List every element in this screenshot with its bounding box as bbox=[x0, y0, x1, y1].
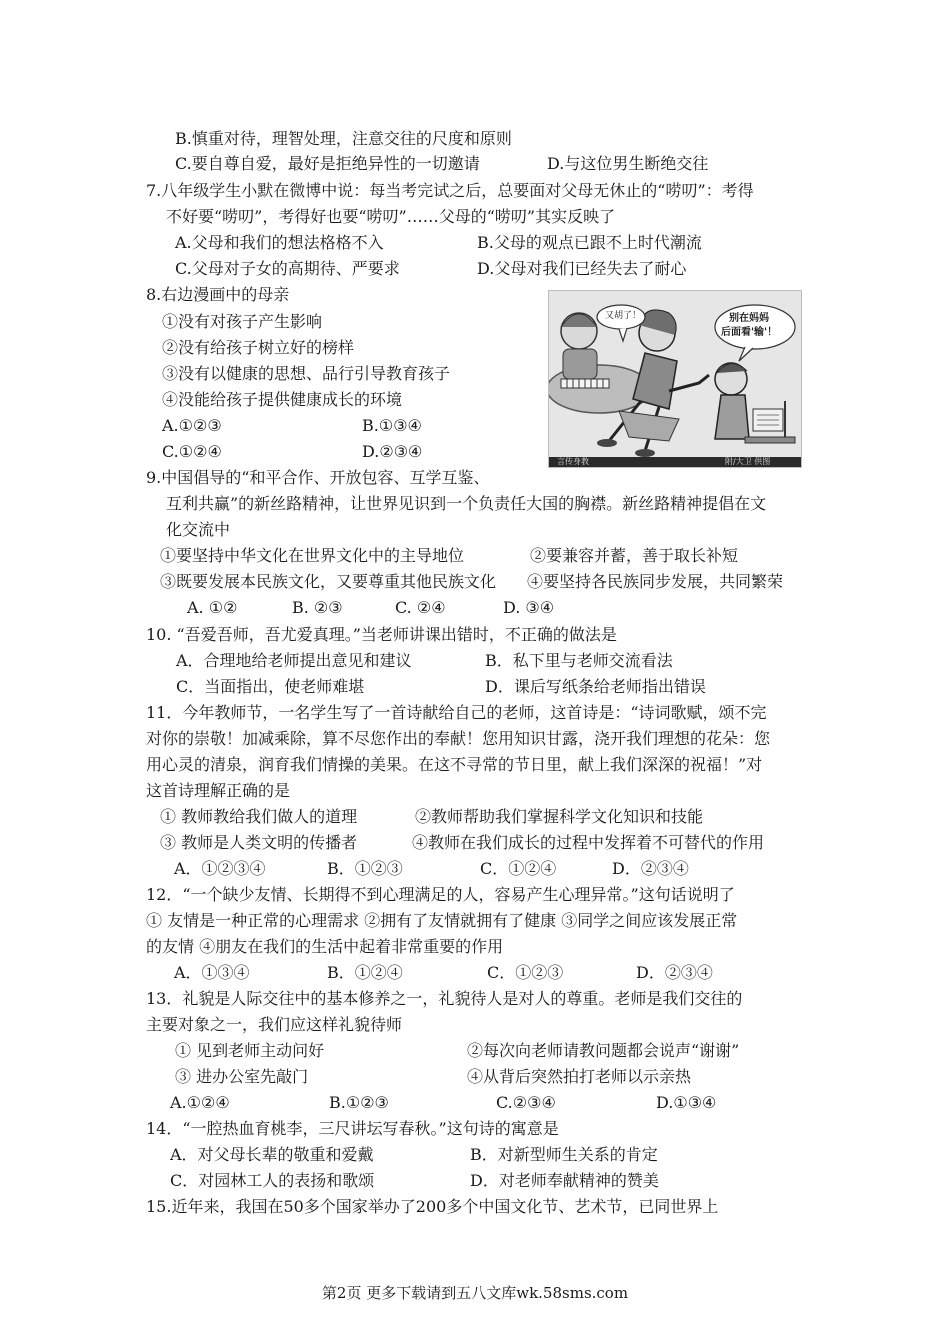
q10-option-b: B．私下里与老师交流看法 bbox=[485, 651, 673, 670]
q12-option-a: A．①③④ bbox=[174, 963, 250, 982]
q14-option-c: C．对园林工人的表扬和歌颂 bbox=[170, 1171, 375, 1190]
q13-item-1: ① 见到老师主动问好 bbox=[175, 1041, 325, 1060]
q7-option-d: D.父母对我们已经失去了耐心 bbox=[477, 259, 687, 278]
q11-option-d: D．②③④ bbox=[612, 859, 689, 878]
q14-stem: 14．“一腔热血育桃李，三尺讲坛写春秋。”这句诗的寓意是 bbox=[146, 1119, 559, 1138]
q8-option-d: D.②③④ bbox=[362, 442, 423, 461]
q6-option-d: D.与这位男生断绝交往 bbox=[547, 154, 709, 173]
cartoon-bubble-left: 又胡了！ bbox=[605, 311, 642, 321]
q11-stem-line1: 11．今年教师节，一名学生写了一首诗献给自己的老师，这首诗是：“诗词歌赋，颂不完 bbox=[146, 703, 767, 722]
q8-item-4: ④没能给孩子提供健康成长的环境 bbox=[162, 390, 403, 409]
q11-item-3: ③ 教师是人类文明的传播者 bbox=[160, 833, 358, 852]
q10-option-a: A．合理地给老师提出意见和建议 bbox=[176, 651, 412, 670]
q9-item-2: ②要兼容并蓄，善于取长补短 bbox=[530, 546, 739, 565]
q13-stem-line2: 主要对象之一，我们应这样礼貌待师 bbox=[146, 1015, 403, 1034]
q7-option-b: B.父母的观点已跟不上时代潮流 bbox=[477, 233, 702, 252]
q11-stem-line3: 用心灵的清泉，润育我们情操的美果。在这不寻常的节日里，献上我们深深的祝福！”对 bbox=[146, 755, 763, 774]
q13-item-2: ②每次向老师请教问题都会说声“谢谢” bbox=[467, 1041, 740, 1060]
cartoon-caption-right: 附/大卫 供图 bbox=[725, 457, 771, 466]
q9-stem-line1: 9.中国倡导的“和平合作、开放包容、互学互鉴、 bbox=[146, 468, 490, 487]
q8-option-b: B.①③④ bbox=[362, 416, 422, 435]
q13-option-d: D.①③④ bbox=[656, 1093, 717, 1112]
q13-option-b: B.①②③ bbox=[329, 1093, 389, 1112]
q13-option-c: C.②③④ bbox=[496, 1093, 556, 1112]
q11-stem-line4: 这首诗理解正确的是 bbox=[146, 781, 291, 800]
q13-item-3: ③ 进办公室先敲门 bbox=[175, 1067, 309, 1086]
q12-option-b: B．①②④ bbox=[327, 963, 403, 982]
cartoon-caption-left: 言传身教 bbox=[557, 457, 589, 466]
cartoon-bubble-right-line2: 后面看'输'！ bbox=[721, 327, 778, 338]
q11-item-1: ① 教师教给我们做人的道理 bbox=[160, 807, 358, 826]
q9-item-1: ①要坚持中华文化在世界文化中的主导地位 bbox=[160, 546, 465, 565]
q10-option-c: C．当面指出，使老师难堪 bbox=[176, 677, 365, 696]
q9-option-b: B. ②③ bbox=[292, 598, 343, 617]
q11-option-b: B．①②③ bbox=[327, 859, 403, 878]
q12-line2: ① 友情是一种正常的心理需求 ②拥有了友情就拥有了健康 ③同学之间应该发展正常 bbox=[146, 911, 738, 930]
q8-stem: 8.右边漫画中的母亲 bbox=[146, 285, 290, 304]
q9-item-3: ③既要发展本民族文化，又要尊重其他民族文化 bbox=[160, 572, 497, 591]
q8-option-c: C.①②④ bbox=[162, 442, 222, 461]
q8-item-3: ③没有以健康的思想、品行引导教育孩子 bbox=[162, 364, 451, 383]
q6-option-b: B.慎重对待，理智处理，注意交往的尺度和原则 bbox=[175, 129, 512, 148]
q9-stem-line3: 化交流中 bbox=[166, 520, 231, 539]
q8-item-1: ①没有对孩子产生影响 bbox=[162, 312, 323, 331]
q13-option-a: A.①②④ bbox=[170, 1093, 230, 1112]
q11-item-2: ②教师帮助我们掌握科学文化知识和技能 bbox=[415, 807, 704, 826]
q9-option-c: C. ②④ bbox=[395, 598, 446, 617]
q7-stem-line2: 不好要“唠叨”，考得好也要“唠叨”……父母的“唠叨”其实反映了 bbox=[166, 207, 616, 226]
q12-stem: 12．“一个缺少友情、长期得不到心理满足的人，容易产生心理异常。”这句话说明了 bbox=[146, 885, 735, 904]
q9-stem-line2: 互利共赢”的新丝路精神，让世界见识到一个负责任大国的胸襟。新丝路精神提倡在文 bbox=[166, 494, 767, 513]
q12-option-c: C．①②③ bbox=[487, 963, 564, 982]
q8-option-a: A.①②③ bbox=[162, 416, 222, 435]
q10-stem: 10. “吾爱吾师，吾尤爱真理。”当老师讲课出错时，不正确的做法是 bbox=[146, 625, 617, 644]
q9-option-a: A. ①② bbox=[187, 598, 238, 617]
q12-line3: 的友情 ④朋友在我们的生活中起着非常重要的作用 bbox=[146, 937, 504, 956]
q11-stem-line2: 对你的崇敬！加减乘除，算不尽您作出的奉献！您用知识甘露，浇开我们理想的花朵：您 bbox=[146, 729, 771, 748]
q6-option-c: C.要自尊自爱，最好是拒绝异性的一切邀请 bbox=[175, 154, 480, 173]
mahjong-cartoon bbox=[548, 290, 802, 468]
q7-option-c: C.父母对子女的高期待、严要求 bbox=[175, 259, 400, 278]
q7-option-a: A.父母和我们的想法格格不入 bbox=[175, 233, 384, 252]
q11-option-a: A．①②③④ bbox=[174, 859, 266, 878]
page-footer: 第2页 更多下载请到五八文库wk.58sms.com bbox=[321, 1284, 629, 1302]
q7-stem-line1: 7.八年级学生小默在微博中说：每当考完试之后，总要面对父母无休止的“唠叨”：考得 bbox=[146, 181, 754, 200]
q10-option-d: D．课后写纸条给老师指出错误 bbox=[485, 677, 706, 696]
q13-stem-line1: 13．礼貌是人际交往中的基本修养之一，礼貌待人是对人的尊重。老师是我们交往的 bbox=[146, 989, 743, 1008]
q11-item-4: ④教师在我们成长的过程中发挥着不可替代的作用 bbox=[412, 833, 765, 852]
q14-option-a: A．对父母长辈的敬重和爱戴 bbox=[170, 1145, 374, 1164]
q9-option-d: D. ③④ bbox=[503, 598, 555, 617]
q8-item-2: ②没有给孩子树立好的榜样 bbox=[162, 338, 355, 357]
q11-option-c: C．①②④ bbox=[480, 859, 557, 878]
q14-option-d: D．对老师奉献精神的赞美 bbox=[470, 1171, 659, 1190]
cartoon-bubble-right-line1: 别在妈妈 bbox=[729, 313, 769, 324]
q15-stem: 15.近年来，我国在50多个国家举办了200多个中国文化节、艺术节，已同世界上 bbox=[146, 1197, 719, 1216]
q13-item-4: ④从背后突然拍打老师以示亲热 bbox=[467, 1067, 692, 1086]
q12-option-d: D．②③④ bbox=[636, 963, 713, 982]
q14-option-b: B．对新型师生关系的肯定 bbox=[470, 1145, 658, 1164]
q9-item-4: ④要坚持各民族同步发展，共同繁荣 bbox=[527, 572, 784, 591]
